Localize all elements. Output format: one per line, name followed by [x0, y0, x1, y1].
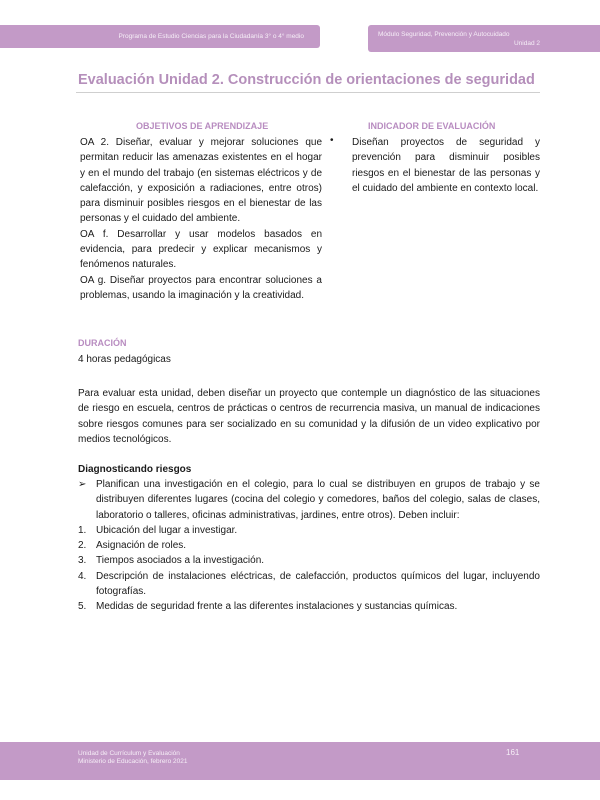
indicator-heading: INDICADOR DE EVALUACIÓN [368, 121, 496, 131]
list-item-text: Tiempos asociados a la investigación. [96, 555, 265, 567]
list-item [78, 538, 540, 553]
list-number: 4. [78, 570, 87, 582]
list-item [78, 553, 540, 568]
list-item-text: Ubicación del lugar a investigar. [96, 524, 238, 536]
page-number: 161 [506, 748, 520, 757]
objective-oaf: OA f. Desarrollar y usar modelos basados en evidencia, para predecir y explicar mecanismos y fenómenos naturales. [80, 228, 322, 271]
objectives-heading: OBJETIVOS DE APRENDIZAJE [136, 121, 269, 131]
list-item-text: Medidas de seguridad frente a las diferentes instalaciones y sustancias químicas. [96, 601, 458, 613]
duration-heading: DURACIÓN [78, 338, 127, 348]
bullet-icon: • [330, 135, 334, 146]
footer-ministry: Ministerio de Educación, febrero 2021 [78, 758, 188, 765]
list-item-text: Planifican una investigación en el colegio, para lo cual se distribuyen en grupos de trabajo y se distribuyen diferentes lugares (cocina del colegio y comedores, baños del colegio, salas de clases, laboratorio o talleres, oficinas administrativas, jardines, entre otros). Deben incluir: [96, 479, 540, 521]
list-item [78, 569, 540, 600]
indicator-text: Diseñan proyectos de seguridad y prevención para disminuir posibles riesgos en el bienestar de las personas y el cuidado del ambiente en contexto local. [352, 137, 540, 194]
diagnosis-heading: Diagnosticando riesgos [78, 464, 192, 475]
list-number: 5. [78, 601, 87, 613]
list-item [78, 523, 540, 538]
list-item [78, 477, 540, 523]
list-item-text: Asignación de roles. [96, 540, 187, 552]
objective-oag: OA g. Diseñar proyectos para encontrar soluciones a problemas, usando la imaginación y la creatividad. [80, 274, 322, 301]
module-title: Módulo Seguridad, Prevención y Autocuidado [378, 31, 510, 38]
objectives-list [80, 135, 322, 303]
list-number: 2. [78, 540, 87, 552]
unit-label: Unidad 2 [513, 40, 540, 47]
program-title: Programa de Estudio Ciencias para la Ciudadanía 3° o 4° medio [118, 33, 304, 40]
list-number: 3. [78, 555, 87, 567]
header-right-banner [368, 25, 600, 52]
duration-value: 4 horas pedagógicas [78, 354, 171, 365]
header-left-banner [0, 25, 320, 48]
page-title: Evaluación Unidad 2. Construcción de orientaciones de seguridad [78, 72, 535, 88]
footer-banner [0, 742, 600, 780]
list-item [78, 599, 540, 614]
arrow-bullet-icon: ➢ [78, 479, 87, 490]
objective-oa2: OA 2. Diseñar, evaluar y mejorar soluciones que permitan reducir las amenazas existentes en el hogar y en el mundo del trabajo (en sistemas eléctricos y de calefacción, y exposición a radiaciones, entre otros) para disminuir posibles riesgos en el bienestar de las personas y el cuidado del ambiente. [80, 137, 322, 225]
title-divider [76, 92, 540, 93]
diagnosis-list [78, 477, 540, 615]
list-item-text: Descripción de instalaciones eléctricas, de calefacción, productos químicos del lugar, incluyendo fotografías. [96, 570, 540, 598]
footer-unit: Unidad de Currículum y Evaluación [78, 750, 180, 757]
intro-paragraph: Para evaluar esta unidad, deben diseñar un proyecto que contemple un diagnóstico de las situaciones de riesgo en escuela, centros de prácticas o centros de recurrencia masiva, un manual de indicaciones sobre riesgos comunes para ser socializado en su comunidad y la difusión de un video explicativo por medios tecnológicos. [78, 388, 540, 445]
list-number: 1. [78, 524, 87, 536]
